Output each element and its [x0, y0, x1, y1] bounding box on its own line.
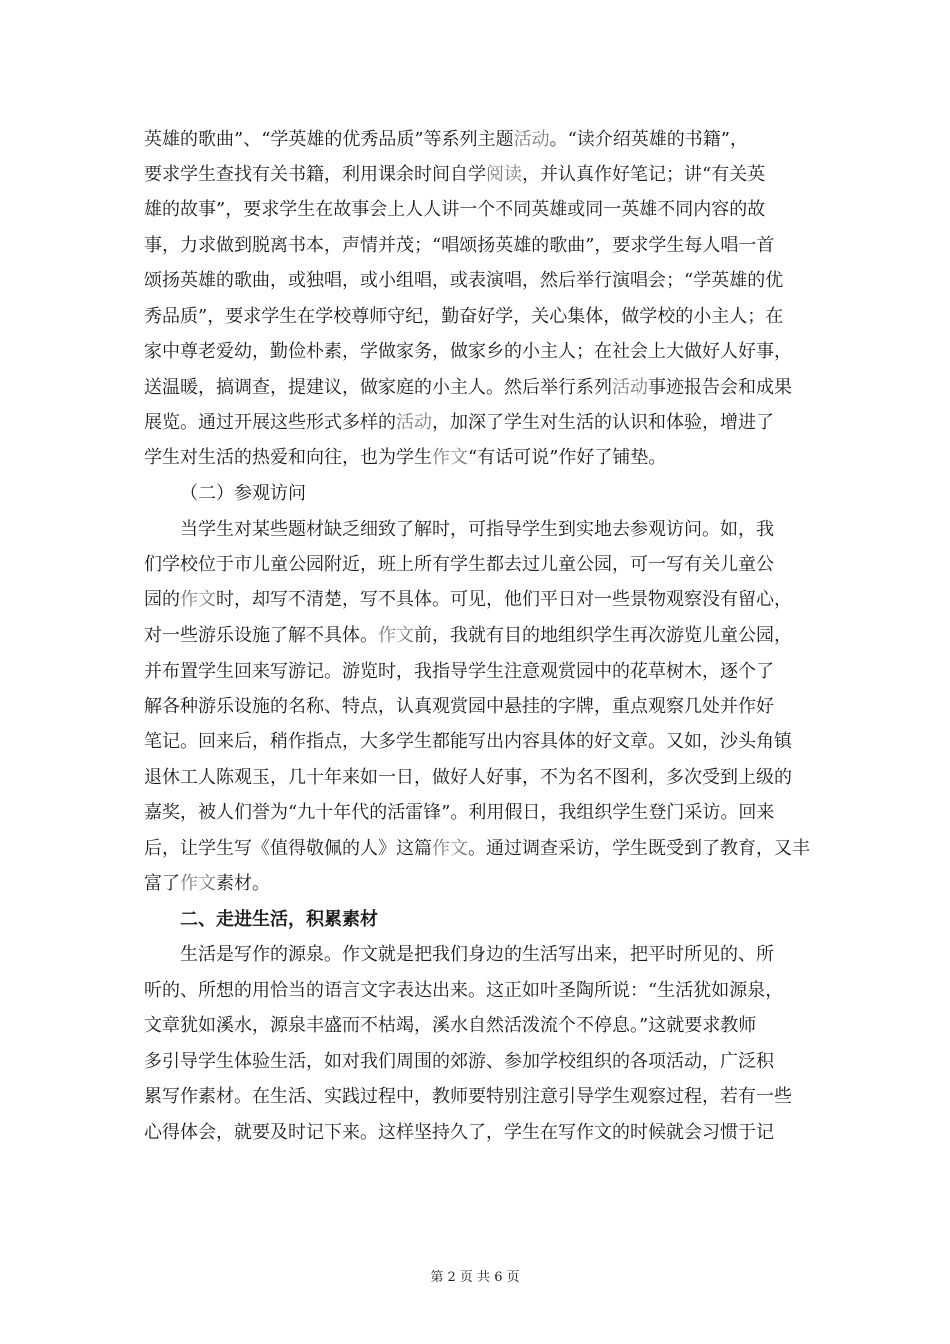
keyword-link[interactable]: 作文: [432, 447, 468, 468]
text-run: 文章犹如溪水，源泉丰盛而不枯竭，溪水自然活泼流个不停息。”这就要求教师: [144, 1015, 757, 1036]
text-run: 当学生对某些题材缺乏细致了解时，可指导学生到实地去参观访问。如，我: [180, 519, 774, 540]
text-run: “有话可说”作好了铺垫。: [468, 447, 667, 468]
text-run: 解各种游乐设施的名称、特点，认真观赏园中悬挂的字牌，重点观察几处并作好: [144, 696, 774, 717]
text-run: 生活是写作的源泉。作文就是把我们身边的生活写出来，把平时所见的、所: [180, 944, 774, 965]
keyword-link[interactable]: 活动: [612, 377, 648, 398]
text-line: [144, 193, 814, 227]
text-run: 二、走进生活，积累素材: [180, 909, 378, 930]
text-run: 听的、所想的用恰当的语言文字表达出来。这正如叶圣陶所说：“生活犹如源泉，: [144, 980, 784, 1001]
text-run: 嘉奖，被人们誉为“九十年代的活雷锋”。利用假日，我组织学生登门采访。回来: [144, 802, 775, 823]
text-line: [144, 229, 814, 263]
text-run: ，加深了学生对生活的认识和体验，增进了: [432, 412, 774, 433]
text-run: 家中尊老爱幼，勤俭朴素，学做家务，做家乡的小主人；在社会上大做好人好事，: [144, 341, 792, 362]
text-line: [144, 1009, 814, 1043]
text-run: 。通过调查采访，学生既受到了教育，又丰: [468, 838, 810, 859]
keyword-link[interactable]: 作文: [432, 838, 468, 859]
keyword-link[interactable]: 阅读: [486, 164, 522, 185]
text-line: [144, 974, 814, 1008]
text-run: 后，让学生写《值得敬佩的人》这篇: [144, 838, 432, 859]
keyword-link[interactable]: 作文: [180, 589, 216, 610]
text-run: 多引导学生体验生活，如对我们周围的郊游、参加学校组织的各项活动，广泛积: [144, 1051, 774, 1072]
text-line: [144, 583, 814, 617]
text-run: 颂扬英雄的歌曲，或独唱，或小组唱，或表演唱，然后举行演唱会；“学英雄的优: [144, 270, 784, 291]
text-line: [144, 123, 814, 157]
text-run: 时，却写不清楚，写不具体。可见，他们平日对一些景物观察没有留心，: [216, 589, 792, 610]
text-line: [144, 264, 814, 298]
text-run: 素材。: [216, 873, 270, 894]
text-line: [144, 335, 814, 369]
keyword-link[interactable]: 活动: [396, 412, 432, 433]
section-heading: [180, 903, 850, 937]
text-run: 事迹报告会和成果: [648, 377, 792, 398]
text-run: 们学校位于市儿童公园附近，班上所有学生都去过儿童公园，可一写有关儿童公: [144, 554, 774, 575]
text-line: [144, 761, 814, 795]
text-run: 要求学生查找有关书籍，利用课余时间自学: [144, 164, 486, 185]
text-line: [144, 1080, 814, 1114]
text-run: 前，我就有目的地组织学生再次游览儿童公园，: [414, 625, 792, 646]
keyword-link[interactable]: 作文: [378, 625, 414, 646]
text-run: 展览。通过开展这些形式多样的: [144, 412, 396, 433]
text-line: [144, 300, 814, 334]
text-line: [144, 725, 814, 759]
section-subheading: [180, 477, 814, 511]
text-run: 累写作素材。在生活、实践过程中，教师要特别注意引导学生观察过程，若有一些: [144, 1086, 792, 1107]
keyword-link[interactable]: 作文: [180, 873, 216, 894]
text-run: 心得体会，就要及时记下来。这样坚持久了，学生在写作文的时候就会习惯于记: [144, 1122, 774, 1143]
text-run: 富了: [144, 873, 180, 894]
text-line: [144, 619, 814, 653]
text-line: [144, 158, 814, 192]
text-line: [144, 1045, 814, 1079]
text-run: 退休工人陈观玉，几十年来如一日，做好人好事，不为名不图利，多次受到上级的: [144, 767, 792, 788]
text-line: [144, 690, 814, 724]
text-line: [144, 867, 814, 901]
text-run: 。“读介绍英雄的书籍”，: [549, 129, 749, 150]
text-line: [144, 371, 814, 405]
text-line: [144, 548, 814, 582]
keyword-link[interactable]: 活动: [513, 129, 550, 150]
text-run: ，并认真作好笔记；讲“有关英: [522, 164, 766, 185]
text-run: 园的: [144, 589, 180, 610]
text-run: 送温暖，搞调查，提建议，做家庭的小主人。然后举行系列: [144, 377, 612, 398]
text-line: [144, 796, 814, 830]
text-line: [144, 655, 814, 689]
text-line: [144, 441, 814, 475]
text-line: [144, 1116, 814, 1150]
page-footer: 第 2 页 共 6 页: [430, 1270, 520, 1285]
text-line: [144, 406, 814, 440]
text-run: 事，力求做到脱离书本，声情并茂；“唱颂扬英雄的歌曲”，要求学生每人唱一首: [144, 235, 775, 256]
text-run: 对一些游乐设施了解不具体。: [144, 625, 378, 646]
text-line: [144, 832, 814, 866]
text-run: 秀品质”，要求学生在学校尊师守纪，勤奋好学，关心集体，做学校的小主人；在: [144, 306, 784, 327]
text-line: [180, 938, 814, 972]
text-line: [180, 513, 814, 547]
text-run: 笔记。回来后，稍作指点，大多学生都能写出内容具体的好文章。又如，沙头角镇: [144, 731, 792, 752]
text-run: 学生对生活的热爱和向往，也为学生: [144, 447, 432, 468]
text-run: 雄的故事”，要求学生在故事会上人人讲一个不同英雄或同一英雄不同内容的故: [144, 199, 766, 220]
text-run: 并布置学生回来写游记。游览时，我指导学生注意观赏园中的花草树木，逐个了: [144, 661, 774, 682]
text-run: （二）参观访问: [180, 483, 306, 504]
text-run: 英雄的歌曲”、“学英雄的优秀品质”等系列主题: [144, 129, 514, 150]
